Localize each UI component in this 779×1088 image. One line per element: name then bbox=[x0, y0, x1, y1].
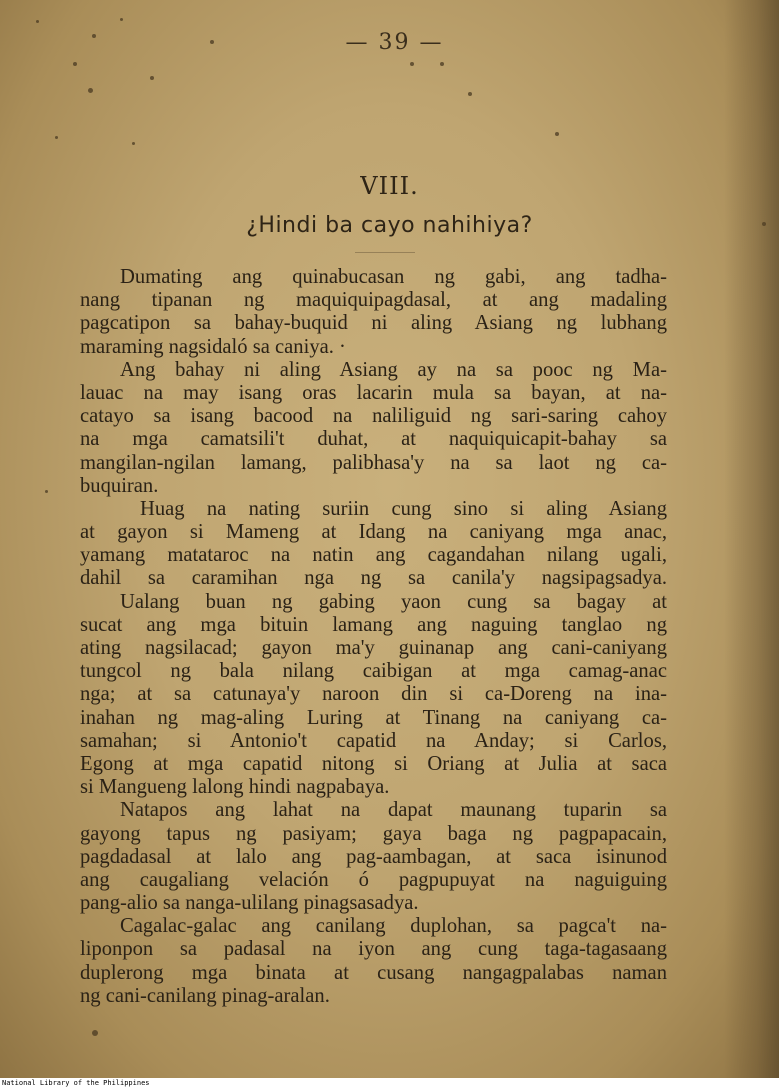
text-line: ating nagsilacad; gayon ma'y guinanap ang cani-caniyang bbox=[80, 637, 667, 659]
foxing-spot bbox=[555, 132, 559, 136]
foxing-spot bbox=[45, 490, 48, 493]
text-line: na mga camatsili't duhat, at naquiquicapit-bahay sa bbox=[80, 428, 667, 451]
foxing-spot bbox=[440, 62, 444, 66]
text-line: Ualang buan ng gabing yaon cung sa bagay at bbox=[120, 590, 667, 613]
text-line: Dumating ang quinabucasan ng gabi, ang tadha- bbox=[120, 266, 667, 288]
text-line: ng cani-canilang pinag-aralan. bbox=[80, 984, 330, 1007]
library-credit: National Library of the Philippines bbox=[0, 1078, 779, 1088]
text-line: catayo sa isang bacood na naliliguid ng sari-saring cahoy bbox=[80, 405, 667, 428]
chapter-number: VIII. bbox=[360, 172, 419, 200]
text-line: sucat ang mga bituin lamang ang naguing tanglao ng bbox=[80, 613, 667, 636]
text-line: pagdadasal at lalo ang pag-aambagan, at saca isinunod bbox=[80, 845, 667, 868]
text-line: liponpon sa padasal na iyon ang cung taga-tagasaang bbox=[80, 938, 667, 961]
text-line: buquiran. bbox=[80, 474, 159, 497]
foxing-spot bbox=[36, 20, 39, 23]
text-line: gayong tapus ng pasiyam; gaya baga ng pagpapacain, bbox=[80, 822, 667, 845]
text-line: tungcol ng bala nilang caibigan at mga camag-anac bbox=[80, 660, 667, 683]
text-line: Natapos ang lahat na dapat maunang tuparin sa bbox=[120, 799, 667, 822]
text-line: pagcatipon sa bahay-buquid ni aling Asiang ng lubhang bbox=[80, 312, 667, 335]
foxing-spot bbox=[92, 1030, 98, 1036]
page-number: — 39 — bbox=[345, 30, 444, 55]
foxing-spot bbox=[762, 222, 766, 226]
foxing-spot bbox=[132, 142, 135, 145]
text-line: Cagalac-galac ang canilang duplohan, sa pagca't na- bbox=[120, 915, 667, 938]
foxing-spot bbox=[410, 62, 414, 66]
text-line: mangilan-ngilan lamang, palibhasa'y na sa laot ng ca- bbox=[80, 451, 667, 474]
body-text bbox=[80, 266, 667, 1008]
title-divider bbox=[355, 252, 415, 253]
foxing-spot bbox=[88, 88, 93, 93]
text-line: duplerong mga binata at cusang nangagpalabas naman bbox=[80, 961, 667, 984]
text-line: samahan; si Antonio't capatid na Anday; si Carlos, bbox=[80, 729, 667, 752]
text-line: nang tipanan ng maquiquipagdasal, at ang madaling bbox=[80, 289, 667, 312]
text-line: inahan ng mag-aling Luring at Tinang na caniyang ca- bbox=[80, 706, 667, 729]
foxing-spot bbox=[73, 62, 77, 66]
text-line: Ang bahay ni aling Asiang ay na sa pooc ng Ma- bbox=[120, 358, 667, 381]
text-line: yamang matataroc na natin ang cagandahan nilang ugali, bbox=[80, 544, 667, 567]
foxing-spot bbox=[55, 136, 58, 139]
text-line: Egong at mga capatid nitong si Oriang at Julia at saca bbox=[80, 752, 667, 775]
text-line: maraming nagsidaló sa caniya. · bbox=[80, 335, 346, 358]
text-line: ang caugaliang velación ó pagpupuyat na naguiguing bbox=[80, 868, 667, 891]
text-line: dahil sa caramihan nga ng sa canila'y nagsipagsadya. bbox=[80, 567, 667, 590]
chapter-title: ¿Hindi ba cayo nahihiya? bbox=[246, 213, 533, 238]
text-line: at gayon si Mameng at Idang na caniyang mga anac, bbox=[80, 521, 667, 544]
foxing-spot bbox=[468, 92, 472, 96]
text-line: Huag na nating suriin cung sino si aling Asiang bbox=[140, 497, 667, 520]
text-line: lauac na may isang oras lacarin mula sa bayan, at na- bbox=[80, 381, 667, 404]
foxing-spot bbox=[120, 18, 123, 21]
foxing-spot bbox=[150, 76, 154, 80]
text-line: nga; at sa catunaya'y naroon din si ca-Doreng na ina- bbox=[80, 683, 667, 706]
text-line: pang-alio sa nanga-ulilang pinagsasadya. bbox=[80, 892, 419, 915]
text-line: si Mangueng lalong hindi nagpabaya. bbox=[80, 776, 390, 799]
